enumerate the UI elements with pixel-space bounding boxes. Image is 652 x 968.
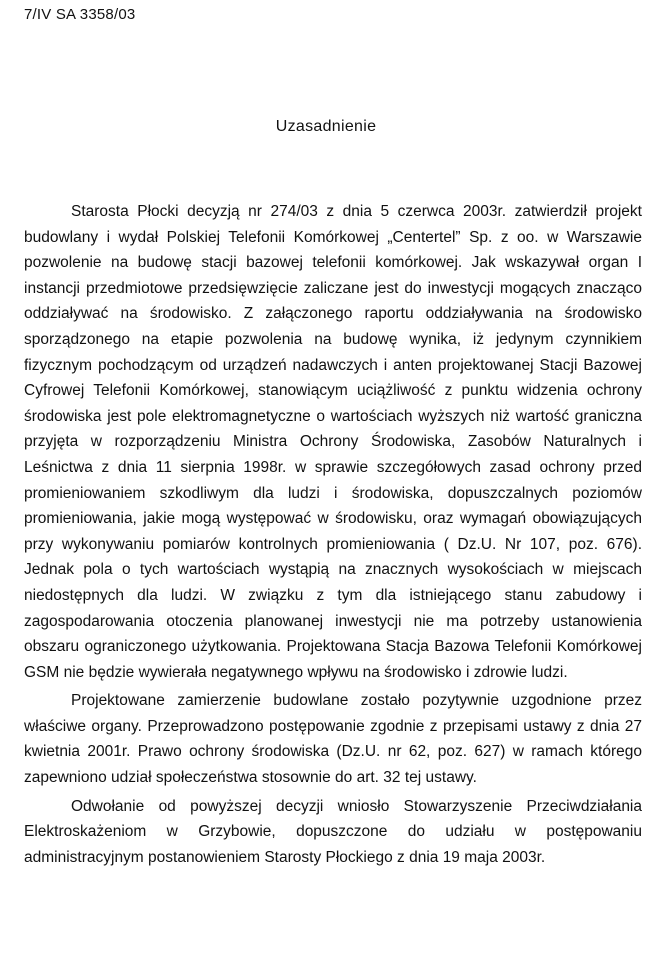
paragraph-decision: Starosta Płocki decyzją nr 274/03 z dnia 5 czerwca 2003r. zatwierdził projekt budowlany i wydał Polskiej Telefonii Komórkowej „Centertel” Sp. z oo. w Warszawie pozwolenie na budowę stacji bazowej telefonii komórkowej. Jak wskazywał organ I instancji przedmiotowe przedsięwzięcie zaliczane jest do inwestycji mogących znacząco oddziaływać na środowisko. Z załączonego raportu oddziaływania na środowisko sporządzonego na etapie pozwolenia na budowę wynika, iż jedynym czynnikiem fizycznym pochodzącym od urządzeń nadawczych i anten projektowanej Stacji Bazowej Cyfrowej Telefonii Komórkowej, stanowiącym uciążliwość z punktu widzenia ochrony środowiska jest pole elektromagnetyczne o wartościach wyższych niż wartość graniczna przyjęta w rozporządzeniu Ministra Ochrony Środowiska, Zasobów Naturalnych i Leśnictwa z dnia 11 sierpnia 1998r. w sprawie szczegółowych zasad ochrony przed promieniowaniem szkodliwym dla ludzi i środowiska, dopuszczalnych poziomów promieniowania, jakie mogą występować w środowisku, oraz wymagań obowiązujących przy wykonywaniu pomiarów kontrolnych promieniowania ( Dz.U. Nr 107, poz. 676). Jednak pola o tych wartościach wystąpią na znacznych wysokościach w miejscach niedostępnych dla ludzi. W związku z tym dla istniejącego stanu zabudowy i zagospodarowania otoczenia planowanej inwestycji nie ma potrzeby ustanowienia obszaru ograniczonego użytkowania. Projektowana Stacja Bazowa Telefonii Komórkowej GSM nie będzie wywierała negatywnego wpływu na środowisko i zdrowie ludzi. — [24, 203, 642, 681]
paragraph-approval: Projektowane zamierzenie budowlane zostało pozytywnie uzgodnione przez właściwe organy. Przeprowadzono postępowanie zgodnie z przepisami ustawy z dnia 27 kwietnia 2001r. Prawo ochrony środowiska (Dz.U. nr 62, poz. 627) w ramach którego zapewniono udział społeczeństwa stosownie do art. 32 tej ustawy. — [24, 692, 642, 787]
case-reference: 7/IV SA 3358/03 — [24, 6, 136, 23]
paragraph-appeal: Odwołanie od powyższej decyzji wniosło Stowarzyszenie Przeciwdziałania Elektroskażeniom w Grzybowie, dopuszczone do udziału w postępowaniu administracyjnym postanowieniem Starosty Płockiego z dnia 19 maja 2003r. — [24, 797, 642, 866]
document-heading: Uzasadnienie — [275, 118, 377, 135]
document-body — [24, 199, 642, 870]
